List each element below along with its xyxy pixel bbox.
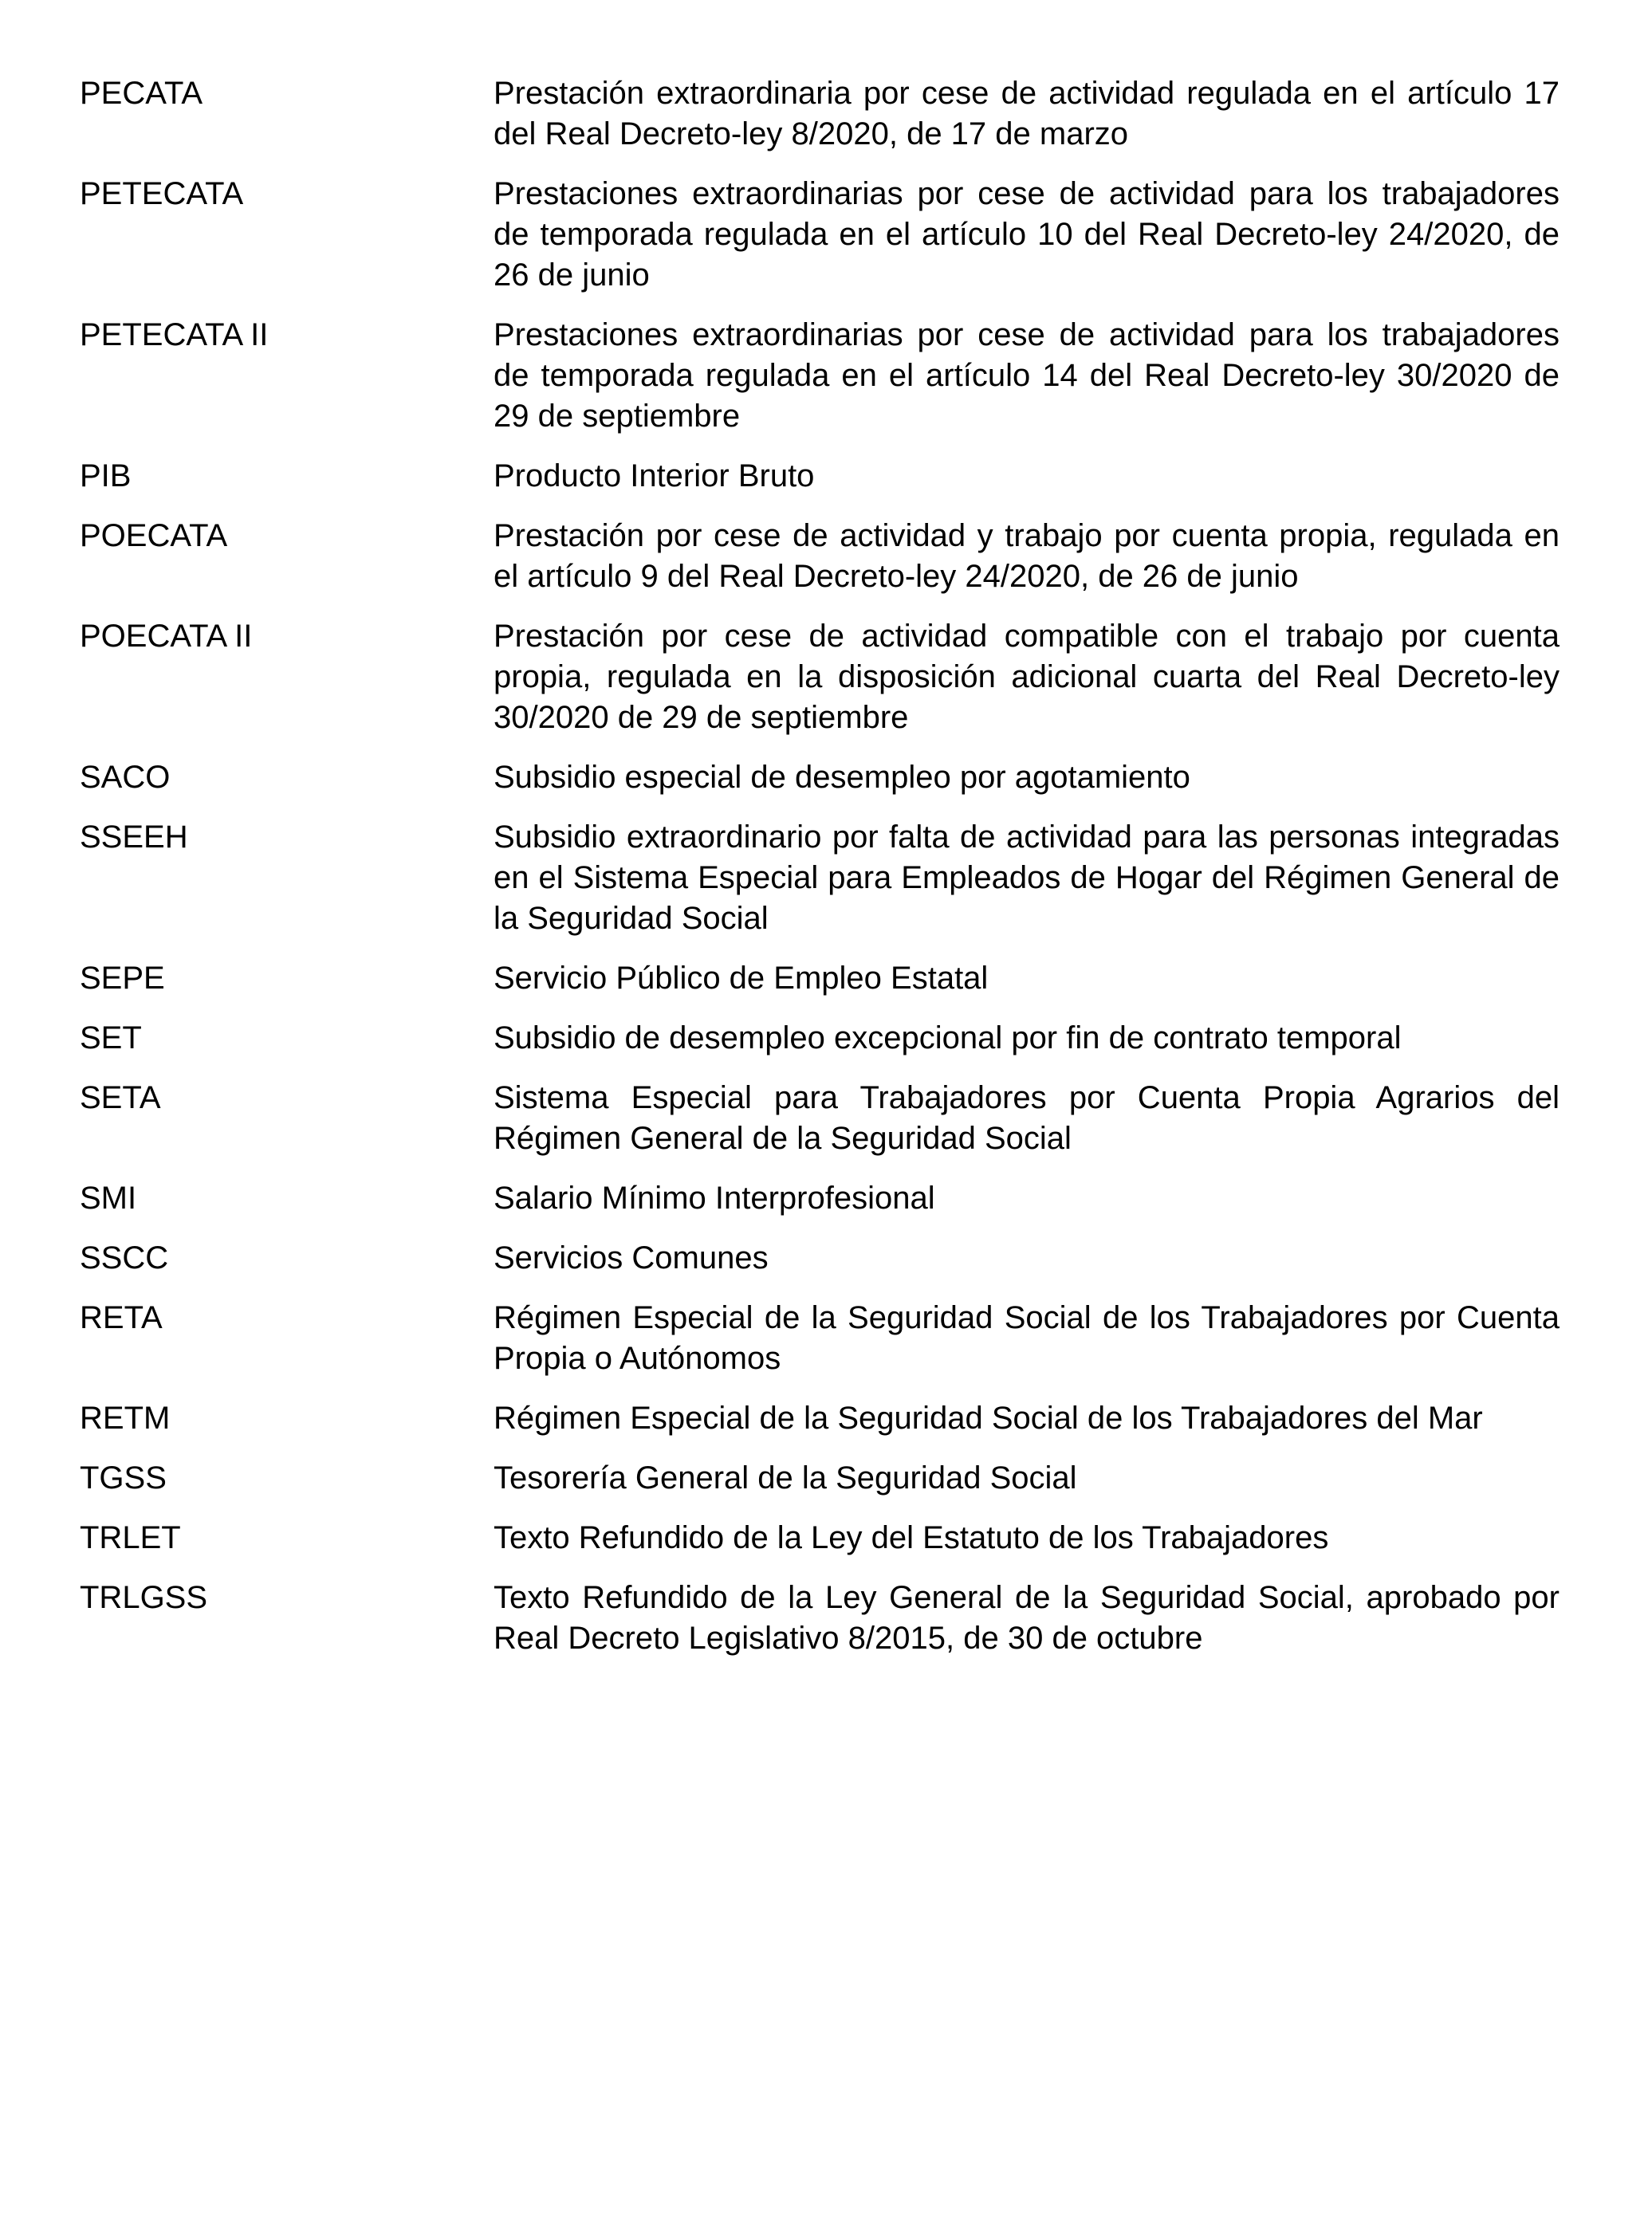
glossary-entry-reta <box>80 1298 1560 1379</box>
glossary-definition: Sistema Especial para Trabajadores por Cuenta Propia Agrarios del Régimen General de la Seguridad Social <box>494 1080 1560 1156</box>
glossary-definition: Prestación por cese de actividad compatible con el trabajo por cuenta propia, regulada en la disposición adicional cuarta del Real Decreto-ley 30/2020 de 29 de septiembre <box>494 619 1560 735</box>
glossary-entry-set <box>80 1018 1560 1059</box>
glossary-term: PETECATA <box>80 176 244 211</box>
glossary-entry-petecata <box>80 174 1560 296</box>
glossary-definition: Servicio Público de Empleo Estatal <box>494 961 989 996</box>
glossary-term: TGSS <box>80 1460 167 1496</box>
glossary-term: SEPE <box>80 961 165 996</box>
glossary-term: SSEEH <box>80 820 188 855</box>
glossary-term: SMI <box>80 1181 137 1216</box>
glossary-definition: Régimen Especial de la Seguridad Social de los Trabajadores del Mar <box>494 1401 1483 1436</box>
glossary-entry-retm <box>80 1398 1560 1439</box>
glossary-term: SET <box>80 1020 142 1055</box>
glossary-entry-petecata-ii <box>80 315 1560 437</box>
glossary-entry-poecata-ii <box>80 616 1560 738</box>
glossary-term: PECATA <box>80 76 203 111</box>
acronym-glossary <box>80 73 1560 1678</box>
glossary-entry-sepe <box>80 958 1560 999</box>
glossary-term: SETA <box>80 1080 161 1115</box>
glossary-entry-sseeh <box>80 817 1560 939</box>
glossary-term: POECATA II <box>80 619 253 654</box>
glossary-definition: Subsidio extraordinario por falta de actividad para las personas integradas en el Sistema Especial para Empleados de Hogar del Régimen General de la Seguridad Social <box>494 820 1560 936</box>
glossary-definition: Texto Refundido de la Ley General de la Seguridad Social, aprobado por Real Decreto Legislativo 8/2015, de 30 de octubre <box>494 1580 1560 1656</box>
glossary-definition: Prestaciones extraordinarias por cese de actividad para los trabajadores de temporada regulada en el artículo 10 del Real Decreto-ley 24/2020, de 26 de junio <box>494 176 1560 293</box>
glossary-entry-poecata <box>80 516 1560 597</box>
glossary-entry-trlgss <box>80 1578 1560 1659</box>
glossary-definition: Régimen Especial de la Seguridad Social de los Trabajadores por Cuenta Propia o Autónomos <box>494 1300 1560 1376</box>
glossary-definition: Producto Interior Bruto <box>494 458 815 493</box>
glossary-term: SACO <box>80 760 171 795</box>
glossary-definition: Subsidio de desempleo excepcional por fin de contrato temporal <box>494 1020 1402 1055</box>
glossary-term: TRLET <box>80 1520 181 1555</box>
glossary-definition: Prestaciones extraordinarias por cese de actividad para los trabajadores de temporada regulada en el artículo 14 del Real Decreto-ley 30/2020 de 29 de septiembre <box>494 317 1560 434</box>
glossary-entry-trlet <box>80 1518 1560 1559</box>
glossary-term: POECATA <box>80 518 228 553</box>
glossary-term: RETA <box>80 1300 163 1335</box>
glossary-definition: Prestación extraordinaria por cese de actividad regulada en el artículo 17 del Real Decreto-ley 8/2020, de 17 de marzo <box>494 76 1560 151</box>
glossary-definition: Salario Mínimo Interprofesional <box>494 1181 935 1216</box>
glossary-entry-saco <box>80 757 1560 798</box>
glossary-term: RETM <box>80 1401 171 1436</box>
glossary-term: PIB <box>80 458 132 493</box>
glossary-entry-tgss <box>80 1458 1560 1499</box>
glossary-term: PETECATA II <box>80 317 269 352</box>
glossary-definition: Tesorería General de la Seguridad Social <box>494 1460 1077 1496</box>
glossary-entry-smi <box>80 1178 1560 1219</box>
glossary-definition: Texto Refundido de la Ley del Estatuto de los Trabajadores <box>494 1520 1329 1555</box>
glossary-term: TRLGSS <box>80 1580 208 1615</box>
glossary-entry-pib <box>80 456 1560 497</box>
glossary-entry-seta <box>80 1078 1560 1159</box>
glossary-entry-pecata <box>80 73 1560 155</box>
glossary-entry-sscc <box>80 1238 1560 1279</box>
glossary-term: SSCC <box>80 1240 169 1276</box>
glossary-definition: Servicios Comunes <box>494 1240 769 1276</box>
glossary-definition: Subsidio especial de desempleo por agotamiento <box>494 760 1190 795</box>
glossary-definition: Prestación por cese de actividad y trabajo por cuenta propia, regulada en el artículo 9 del Real Decreto-ley 24/2020, de 26 de junio <box>494 518 1560 594</box>
